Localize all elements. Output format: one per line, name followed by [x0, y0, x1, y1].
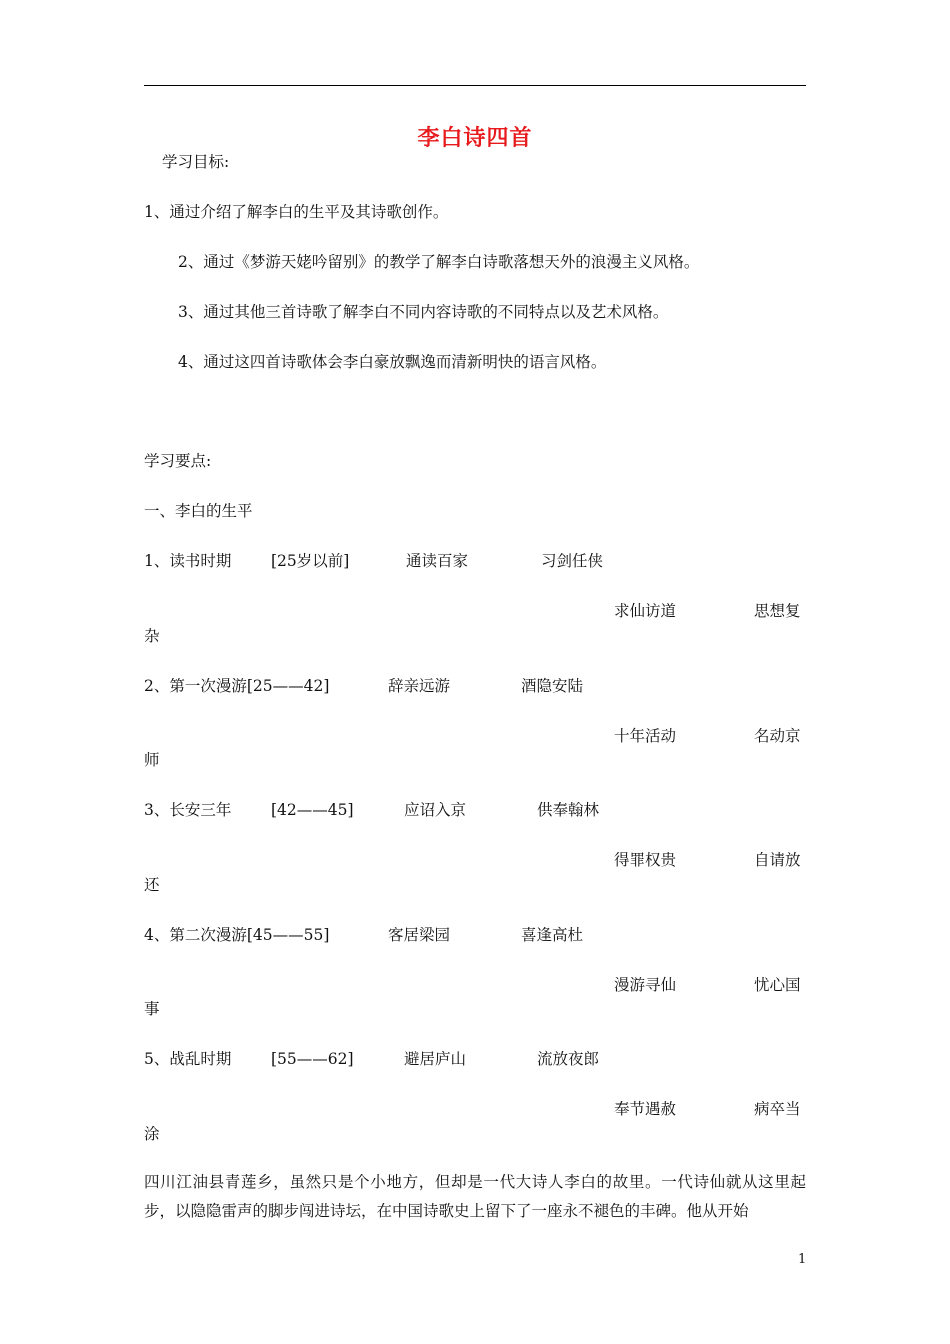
objectives-heading: 学习目标: — [162, 153, 230, 171]
period-event-tail: 还 — [144, 876, 160, 894]
period-event: 辞亲远游 — [388, 677, 451, 695]
period-event: 自请放 — [754, 851, 801, 869]
period-name: 1、读书时期 — [144, 552, 232, 570]
period-event: 酒隐安陆 — [521, 677, 584, 695]
page-title: 李白诗四首 — [417, 126, 533, 151]
period-event-tail: 师 — [144, 751, 160, 769]
period-event: 客居梁园 — [388, 926, 451, 944]
page-number: 1 — [798, 1252, 807, 1267]
period-event: 得罪权贵 — [614, 851, 677, 869]
objective-item: 4、通过这四首诗歌体会李白豪放飘逸而清新明快的语言风格。 — [178, 353, 607, 371]
objective-item: 1、通过介绍了解李白的生平及其诗歌创作。 — [144, 203, 449, 221]
objective-item: 2、通过《梦游天姥吟留别》的教学了解李白诗歌落想天外的浪漫主义风格。 — [178, 253, 700, 271]
key-points-heading: 学习要点: — [144, 452, 212, 470]
period-name: 4、第二次漫游[45——55] — [144, 926, 330, 944]
header-rule — [144, 85, 806, 86]
period-event: 奉节遇赦 — [614, 1100, 677, 1118]
period-years: [42——45] — [271, 801, 354, 819]
period-years: [25岁以前] — [271, 552, 350, 570]
period-years: [55——62] — [271, 1050, 354, 1068]
period-name: 5、战乱时期 — [144, 1050, 232, 1068]
period-event: 十年活动 — [614, 727, 677, 745]
period-event: 思想复 — [754, 602, 801, 620]
body-paragraph: 四川江油县青莲乡，虽然只是个小地方，但却是一代大诗人李白的故里。一代诗仙就从这里起步，以隐隐雷声的脚步闯进诗坛，在中国诗歌史上留下了一座永不褪色的丰碑。他从开始 — [144, 1173, 806, 1220]
period-event-tail: 涂 — [144, 1125, 160, 1143]
objective-item: 3、通过其他三首诗歌了解李白不同内容诗歌的不同特点以及艺术风格。 — [178, 303, 669, 321]
period-event-tail: 事 — [144, 1000, 160, 1018]
period-event: 喜逢高杜 — [521, 926, 584, 944]
period-event: 供奉翰林 — [537, 801, 600, 819]
period-name: 2、第一次漫游[25——42] — [144, 677, 330, 695]
period-name: 3、长安三年 — [144, 801, 232, 819]
period-event: 流放夜郎 — [537, 1050, 600, 1068]
period-event: 求仙访道 — [614, 602, 677, 620]
period-event: 避居庐山 — [404, 1050, 467, 1068]
period-event: 习剑任侠 — [541, 552, 604, 570]
period-event: 病卒当 — [754, 1100, 801, 1118]
period-event: 通读百家 — [406, 552, 469, 570]
period-event: 名动京 — [754, 727, 801, 745]
period-event-tail: 杂 — [144, 627, 160, 645]
period-event: 漫游寻仙 — [614, 976, 677, 994]
period-event: 应诏入京 — [404, 801, 467, 819]
period-event: 忧心国 — [754, 976, 801, 994]
section-heading: 一、李白的生平 — [144, 502, 253, 520]
